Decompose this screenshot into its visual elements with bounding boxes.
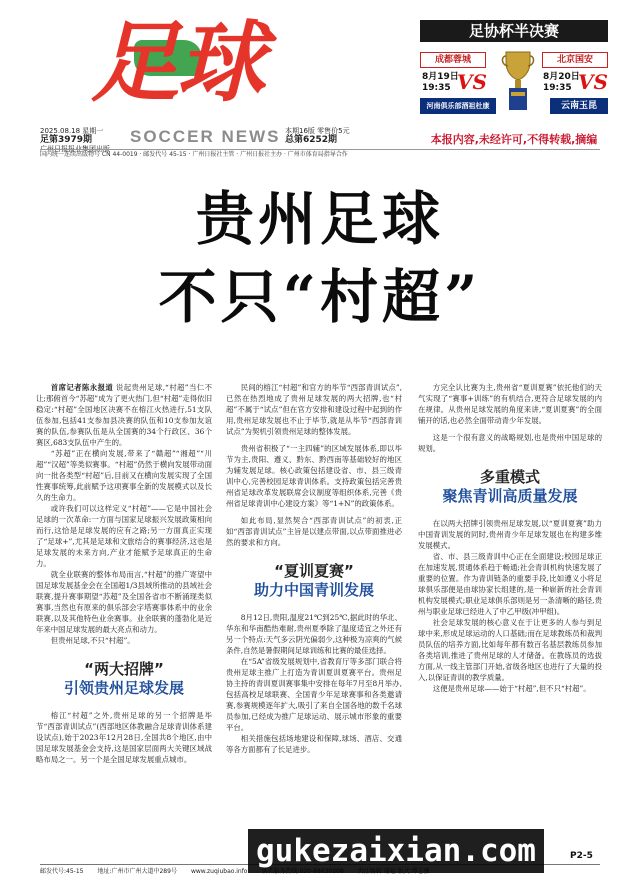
paragraph: 这是一个很有意义的战略规划,也是贵州中国足球的规划。 [418, 433, 602, 453]
subheading-1-line2: 引领贵州足球发展 [63, 679, 184, 697]
paragraph: 在以两大招牌引领贵州足球发展,以“夏训夏赛”助力中国青训发展的同时,贵州青少年足球发展也在构建多维发展模式。 [418, 519, 602, 550]
logo-char-2: 球 [177, 10, 262, 114]
paragraph: 社会足球发展的核心意义在于让更多的人参与到足球中来,形成足球运动的人口基础;而在足球教练员和裁判员队伍的培养方面,比如每年都有数百名基层教练员参加各类培训,推进了贵州足球的人才储备。在教练员的选拔方面,从一线主管部门开始,省级各地区也进行了大量的投入,以保证青训的教学质量。 [418, 618, 602, 682]
article-column-1 [36, 382, 212, 852]
headline-line-2: 不只“村超” [158, 263, 482, 331]
match1-away-team: 河南俱乐部酒祖杜康 [420, 98, 496, 114]
paragraph: 但贵州足球,不只“村超”。 [50, 636, 135, 645]
masthead-mid-meta [285, 127, 375, 145]
match1-vs: VS [457, 70, 487, 94]
trophy-icon [500, 48, 536, 112]
date-line: 2025.08.18 星期一 [40, 127, 104, 135]
match2-home-team: 北京国安 [542, 52, 608, 68]
paragraph: 这便是贵州足球——始于“村超”,但不只“村超”。 [432, 684, 591, 693]
subheading-3-line2: 聚焦青训高质量发展 [442, 487, 578, 505]
match1-home-team: 成都蓉城 [420, 52, 486, 68]
page-number: P2-5 [570, 851, 593, 861]
paragraph: 就全业联赛的整体布局而言,“村超”的推广寄望中国足球发展基金会在全国超1/3县域所推动的县域社会联赛,提升赛事期望“苏超”及全国各省市不断涌现类似赛事,当然也有原来的俱乐部会字塔赛事体系中的业余联赛,以及其他特色业余赛事。业余联赛的蓬勃化是近年来中国足球发展的最大亮点和动力。 [36, 570, 212, 634]
paragraph: 8月12日,贵阳,温度21℃到25℃,据此时的华北、华东和华南酷热难耐,贵州夏季除了温度适宜之外还有另一个特点:天气多云阴光偏弱少,这种极为凉爽的气候条件,自然是暑假期间足球训练和比赛的最佳选择。 [226, 613, 402, 655]
match1-datetime [422, 72, 459, 94]
newspaper-logo [78, 6, 274, 126]
match2-date: 8月20日 [543, 72, 580, 82]
headline-line-1: 贵州足球 [195, 185, 444, 253]
cup-banner: 足协杯半决赛 [420, 20, 608, 42]
match2-datetime [543, 72, 580, 94]
article-column-3 [418, 382, 602, 852]
paragraph: 或许我们可以这样定义“村超”——它是中国社会足球的一次革命:一方面与国家足球振兴发展政策相向而行,这恰是足球发展的应有之路;另一方面真正实现了“足球+”,尤其是足球和文旅结合的赛事经济,这也是足球发展的未来方向,产业才能赋予足球真正的生命力。 [36, 504, 212, 568]
footer-address: 地址:广州市广州大道中289号 [97, 868, 177, 875]
footer-website: www.zuqiubao.info [190, 868, 248, 875]
paragraph-text: 说起贵州足球,“村超”当仁不让;那俯首今“苏超”成为了更火热门,但“村超”走得依旧稳定:“村超”全国地区决赛不在榕江火热进行,51支队伍参加,包括41支参加县决赛的队伍和10支参加友谊赛的队伍,参赛队伍是从全国赛的34个行政区、36个赛区,683支队伍中产生的。 [36, 383, 212, 447]
match1-time: 19:35 [422, 83, 451, 93]
paragraph: 如此布局,显然契合“西部青训试点”的初衷,正如“西部青训试点”主旨是以建点带面,以点带面推进必然的要求和方向。 [226, 516, 402, 547]
publication-info-strip: 国内统一连续出版物号 CN 44-0019 · 邮发代号 45-15 · 广州日报社主管 · 广州日报社主办 · 广州市体育局指导合作 [40, 149, 600, 158]
issue-line: 足第3979期 [40, 135, 93, 145]
byline: 首席记者陈永报道 [50, 383, 114, 392]
paragraph: “苏超”正在横向发展,带来了“赣超”“湘超”“川超”“汉超”等类似赛事。“村超”仍然于横向发展带动面向一批各类型“村超”后,目前又在横向发展实现了全国性赛事统筹,此前赋予这项赛事全新的发展模式以及长久的生命力。 [36, 449, 212, 502]
publisher-line: 广州日报报业集团出版 [40, 145, 110, 153]
paragraph [36, 382, 212, 448]
footer-postal: 邮发代号:45-15 [40, 868, 84, 875]
subheading-3-line1: 多重模式 [479, 468, 540, 486]
match2-away-team: 云南玉昆 [550, 98, 608, 114]
subheading-2 [226, 562, 402, 600]
total-issue-line: 总第6252期 [285, 135, 338, 145]
match2-time: 19:35 [543, 83, 572, 93]
paragraph: 省、市、县三级青训中心正在全面建设;校园足球正在加速发展,贯通体系趋于畅通;社会青训机构快速发展了重要的位置。作为青训链条的重要手段,比如遵义小将足球俱乐部便是由球协家长组建的,是一种崭新的社会青训机构发展模式;职业足球俱乐部则是另一条清晰的路径,贵州与职业足球已经进入了中乙甲级(冲甲组)。 [418, 552, 602, 616]
logo-char-1: 足 [90, 10, 175, 114]
english-title: SOCCER NEWS [130, 127, 281, 146]
match1-date: 8月19日 [422, 72, 459, 82]
paragraph: 相关措施包括场地建设和保障,球场、酒店、交通等各方面都有了长足进步。 [226, 734, 402, 754]
site-watermark: gukezaixian.com [248, 829, 544, 873]
pages-line: 本期16版 零售价5元 [285, 127, 350, 135]
match2-vs: VS [578, 70, 608, 94]
paragraph: 榕江“村超”之外,贵州足球的另一个招牌是毕节“西部青训试点”(西部地区体教融合足球青训体系建设试点),始于2023年12月28日,全国共8个地区,由中国足球发展基金会支持,这是国家层面两大关键区域战略布局之一。另一个是全国足球发展重点城市。 [36, 711, 212, 764]
paragraph: 贵州省积极了“一主四辅”的区域发展体系,即以毕节为主,贵阳、遵义、黔东、黔西南等基础较好的地区为辅发展足球。核心政策包括建设省、市、县三级青训中心,完善校园足球青训体系。支持政策包括完善贵州省足球改革发展联席会议制度等组织体系,完善《贵州省足球青训中心建设方案》等“1+N”的政策体系。 [226, 444, 402, 508]
subheading-2-line2: 助力中国青训发展 [253, 581, 374, 599]
subheading-1-line1: “两大招牌” [84, 660, 164, 678]
paragraph: 在“5A”省级发展规划中,省教育厅等多部门联合将贵州足球主推广上打造为青训夏训夏赛平台。贵州足协主持的青训夏训赛事集中安排在每年7月至8月举办,包括高校足球联赛、全国青少年足球赛事和各类邀请赛,参赛规模逐年扩大,吸引了来自全国各地的数千名球员参加,已经成为推广足球运动、展示城市形象的重要平台。 [226, 657, 402, 732]
copyright-slogan: 本报内容,未经许可,不得转载,摘编 [430, 133, 598, 146]
article-column-2 [226, 382, 402, 852]
subheading-3 [418, 468, 602, 506]
paragraph: 方完全认比赛为主,贵州省“夏训夏赛”依托他们的天气实现了“赛事+训练”的有机结合,更符合足球发展的内在规律。从贵州足球发展的角度来讲,“夏训夏赛”的全面铺开的话,也必然全面带动青少年发展。 [418, 383, 602, 425]
subheading-2-line1: “夏训夏赛” [274, 562, 354, 580]
paragraph: 民间的榕江“村超”和官方的毕节“西部青训试点”,已然在热烈地成了贵州足球发展的两大招牌,也“村超”不属于“试点”但在官方安排和建设过程中起到的作用,贵州足球发展也不止于毕节,就是从毕节“西部青训试点”为契机引领贵州足球的整体发展。 [226, 383, 402, 436]
subheading-1 [36, 660, 212, 698]
